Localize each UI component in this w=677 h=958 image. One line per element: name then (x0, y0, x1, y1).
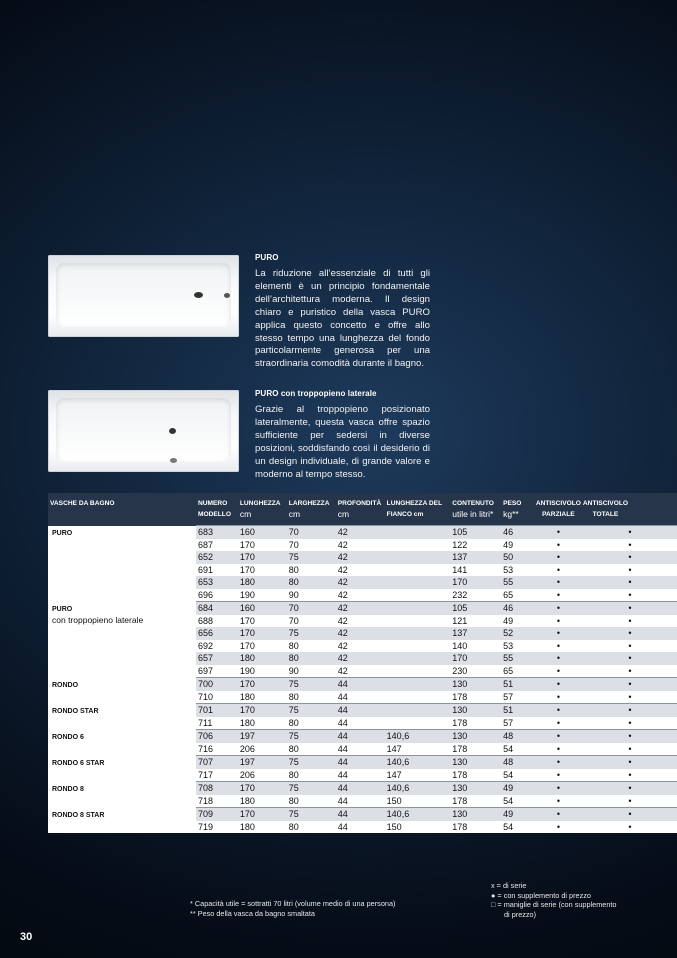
table-cell: 80 (287, 769, 336, 782)
header-numero: NUMERO MODELLO (196, 493, 238, 526)
table-header-row (48, 493, 677, 526)
table-cell: 180 (238, 576, 287, 589)
group-title: RONDO STAR (52, 707, 99, 715)
table-cell: 653 (196, 576, 238, 589)
table-cell: • (534, 539, 583, 552)
table-cell: 141 (450, 564, 501, 577)
header-larghezza: LARGHEZZA cm (287, 493, 336, 526)
table-cell: • (583, 821, 677, 834)
product-description-puro: La riduzione all’essenziale di tutti gli elementi è un principio fondamentale dell’architettura moderna. Il design chiaro e puristico della vasca PURO applica questo concetto e offre allo stesso tempo una lunghezza del fondo particolarmente generosa per una straordinaria comodità durante il bagno. (255, 268, 430, 370)
table-cell: 42 (336, 627, 385, 640)
table-cell: 75 (287, 551, 336, 564)
table-cell: 44 (336, 769, 385, 782)
table-cell: 65 (501, 589, 534, 602)
table-cell: 706 (196, 730, 238, 743)
table-cell: 160 (238, 526, 287, 539)
table-cell: • (534, 782, 583, 795)
table-cell: 696 (196, 589, 238, 602)
table-cell: 687 (196, 539, 238, 552)
table-cell (385, 602, 451, 615)
table-cell: 178 (450, 769, 501, 782)
legend-handles-cont: di prezzo) (504, 909, 537, 919)
table-cell: • (583, 782, 677, 795)
table-cell: • (583, 526, 677, 539)
header-antiscivolo-parziale: ANTISCIVOLO PARZIALE (534, 493, 583, 526)
table-cell: 44 (336, 756, 385, 769)
table-cell: • (534, 704, 583, 717)
table-cell: 711 (196, 717, 238, 730)
table-cell: 42 (336, 589, 385, 602)
table-cell: 54 (501, 743, 534, 756)
table-cell (385, 704, 451, 717)
table-cell: 150 (385, 821, 451, 834)
table-cell: • (583, 756, 677, 769)
table-cell: 683 (196, 526, 238, 539)
table-cell: • (583, 717, 677, 730)
table-cell: 178 (450, 795, 501, 808)
table-cell: 692 (196, 640, 238, 653)
table-cell: 42 (336, 526, 385, 539)
table-cell: 42 (336, 615, 385, 628)
table-cell: 708 (196, 782, 238, 795)
group-name (48, 602, 196, 678)
table-cell: 44 (336, 795, 385, 808)
table-cell: 121 (450, 615, 501, 628)
table-cell: 206 (238, 743, 287, 756)
table-row (48, 730, 677, 743)
table-cell: 717 (196, 769, 238, 782)
table-cell: • (534, 808, 583, 821)
table-cell: 170 (450, 576, 501, 589)
table-cell: 180 (238, 795, 287, 808)
table-cell: 697 (196, 665, 238, 678)
table-cell (385, 678, 451, 691)
table-cell: 75 (287, 627, 336, 640)
table-cell: • (583, 730, 677, 743)
group-title: RONDO 6 STAR (52, 759, 105, 767)
table-cell (385, 564, 451, 577)
table-cell: 180 (238, 691, 287, 704)
table-cell: 80 (287, 821, 336, 834)
product-title-puro: PURO (255, 253, 279, 262)
table-cell: 701 (196, 704, 238, 717)
table-cell: 75 (287, 782, 336, 795)
table-cell: 130 (450, 704, 501, 717)
group-title: RONDO 8 (52, 785, 84, 793)
table-cell: 130 (450, 730, 501, 743)
table-cell (385, 576, 451, 589)
table-cell: 49 (501, 615, 534, 628)
table-cell: 49 (501, 782, 534, 795)
table-cell: • (534, 602, 583, 615)
table-cell: 170 (238, 551, 287, 564)
table-cell: 52 (501, 627, 534, 640)
table-cell: • (534, 769, 583, 782)
table-cell: 44 (336, 717, 385, 730)
table-cell: 105 (450, 602, 501, 615)
table-cell: • (583, 576, 677, 589)
table-row (48, 526, 677, 539)
table-cell: 180 (238, 821, 287, 834)
table-cell: • (583, 704, 677, 717)
table-cell: 147 (385, 769, 451, 782)
table-cell: 90 (287, 589, 336, 602)
table-cell: 51 (501, 704, 534, 717)
table-cell: • (534, 717, 583, 730)
table-cell: 652 (196, 551, 238, 564)
table-cell: • (534, 627, 583, 640)
table-cell: 170 (450, 652, 501, 665)
table-cell: 48 (501, 756, 534, 769)
header-peso: PESO kg** (501, 493, 534, 526)
group-name (48, 808, 196, 834)
table-cell: 180 (238, 717, 287, 730)
table-cell: 197 (238, 730, 287, 743)
header-contenuto: CONTENUTO utile in litri* (450, 493, 501, 526)
table-cell: 140,6 (385, 756, 451, 769)
header-lunghezza-fianco: LUNGHEZZA DEL FIANCO cm (385, 493, 451, 526)
table-cell (385, 539, 451, 552)
table-cell (385, 526, 451, 539)
table-cell (385, 589, 451, 602)
group-title: PURO (52, 605, 73, 613)
table-row (48, 704, 677, 717)
table-cell: 42 (336, 539, 385, 552)
table-row (48, 602, 677, 615)
table-cell: 55 (501, 652, 534, 665)
table-cell: 170 (238, 678, 287, 691)
table-cell: 130 (450, 756, 501, 769)
group-name (48, 704, 196, 730)
table-cell: 178 (450, 691, 501, 704)
table-cell: 170 (238, 615, 287, 628)
table-cell: 53 (501, 564, 534, 577)
table-cell: • (534, 678, 583, 691)
table-cell: 160 (238, 602, 287, 615)
table-cell: 137 (450, 551, 501, 564)
table-cell: 170 (238, 640, 287, 653)
table-cell: 197 (238, 756, 287, 769)
table-cell: 700 (196, 678, 238, 691)
table-cell: • (583, 627, 677, 640)
table-cell: 170 (238, 564, 287, 577)
table-cell: 54 (501, 821, 534, 834)
table-cell: 46 (501, 602, 534, 615)
header-vasche: VASCHE DA BAGNO (48, 493, 196, 526)
table-cell: 90 (287, 665, 336, 678)
table-cell: 70 (287, 526, 336, 539)
table-cell (385, 640, 451, 653)
table-cell: 42 (336, 576, 385, 589)
table-cell: 718 (196, 795, 238, 808)
table-cell: 49 (501, 539, 534, 552)
table-cell: • (534, 589, 583, 602)
table-cell: • (583, 808, 677, 821)
table-cell: 688 (196, 615, 238, 628)
table-cell: • (583, 665, 677, 678)
page-number: 30 (20, 931, 33, 943)
table-cell: 65 (501, 665, 534, 678)
table-cell: • (534, 615, 583, 628)
table-cell: 170 (238, 808, 287, 821)
table-cell (385, 551, 451, 564)
table-cell: 170 (238, 627, 287, 640)
table-cell: 150 (385, 795, 451, 808)
table-cell: 55 (501, 576, 534, 589)
table-cell: • (534, 640, 583, 653)
table-cell (385, 627, 451, 640)
bathtub-spec-table (48, 493, 677, 833)
table-cell: 178 (450, 743, 501, 756)
table-cell: 80 (287, 640, 336, 653)
table-cell: 44 (336, 730, 385, 743)
table-cell: • (583, 602, 677, 615)
table-row (48, 782, 677, 795)
table-cell: 710 (196, 691, 238, 704)
table-cell: 44 (336, 743, 385, 756)
table-row (48, 678, 677, 691)
table-cell: • (583, 795, 677, 808)
table-cell: 53 (501, 640, 534, 653)
product-title-puro-lateral: PURO con troppopieno laterale (255, 389, 377, 398)
table-cell: • (583, 769, 677, 782)
table-cell: 656 (196, 627, 238, 640)
table-cell: 57 (501, 691, 534, 704)
table-cell: 684 (196, 602, 238, 615)
group-name (48, 678, 196, 704)
table-cell: 50 (501, 551, 534, 564)
header-lunghezza: LUNGHEZZA cm (238, 493, 287, 526)
table-cell: • (534, 652, 583, 665)
table-cell: • (534, 564, 583, 577)
table-cell: 51 (501, 678, 534, 691)
table-cell: • (534, 821, 583, 834)
table-cell: 44 (336, 782, 385, 795)
table-cell: • (583, 551, 677, 564)
table-cell: 140,6 (385, 730, 451, 743)
table-cell: • (534, 526, 583, 539)
table-cell: 190 (238, 665, 287, 678)
table-cell: 137 (450, 627, 501, 640)
table-cell: 80 (287, 717, 336, 730)
table-cell: 180 (238, 652, 287, 665)
table-cell: 140,6 (385, 782, 451, 795)
table-cell: • (534, 730, 583, 743)
table-cell: 42 (336, 564, 385, 577)
table-cell (385, 665, 451, 678)
table-cell: 147 (385, 743, 451, 756)
table-cell: 42 (336, 551, 385, 564)
table-cell: 70 (287, 602, 336, 615)
table-cell: 80 (287, 743, 336, 756)
table-cell: 130 (450, 808, 501, 821)
table-cell: 44 (336, 808, 385, 821)
table-cell: 48 (501, 730, 534, 743)
table-cell: 178 (450, 717, 501, 730)
group-name (48, 526, 196, 602)
table-cell: • (534, 743, 583, 756)
table-cell: 54 (501, 769, 534, 782)
table-cell: 140,6 (385, 808, 451, 821)
table-cell: 232 (450, 589, 501, 602)
table-cell: 80 (287, 564, 336, 577)
table-cell: • (583, 652, 677, 665)
table-cell: 170 (238, 539, 287, 552)
table-cell: • (583, 743, 677, 756)
table-cell: 80 (287, 576, 336, 589)
table-cell: 42 (336, 602, 385, 615)
table-row (48, 808, 677, 821)
group-title: RONDO (52, 681, 79, 689)
table-cell: • (583, 691, 677, 704)
table-cell: 42 (336, 652, 385, 665)
table-cell: • (534, 551, 583, 564)
header-profondita: PROFONDITÀ cm (336, 493, 385, 526)
table-cell: 657 (196, 652, 238, 665)
legend-handles: □ = maniglie di serie (con supplemento (491, 900, 617, 909)
legend-standard: x = di serie (491, 881, 527, 890)
table-cell: 130 (450, 678, 501, 691)
table-cell: 42 (336, 665, 385, 678)
table-cell: 206 (238, 769, 287, 782)
table-cell: 707 (196, 756, 238, 769)
table-cell: 75 (287, 808, 336, 821)
table-cell: 80 (287, 691, 336, 704)
puro-lateral-bathtub-image (48, 390, 239, 472)
table-cell: • (583, 640, 677, 653)
table-cell: 70 (287, 539, 336, 552)
table-cell: 140 (450, 640, 501, 653)
table-cell: 57 (501, 717, 534, 730)
table-cell: 75 (287, 704, 336, 717)
table-cell: • (583, 539, 677, 552)
table-cell (385, 615, 451, 628)
table-cell: 709 (196, 808, 238, 821)
table-cell: • (583, 615, 677, 628)
table-cell: 190 (238, 589, 287, 602)
group-title: RONDO 8 STAR (52, 811, 105, 819)
table-cell: 44 (336, 691, 385, 704)
table-cell: 170 (238, 782, 287, 795)
table-cell: 42 (336, 640, 385, 653)
table-cell: 75 (287, 756, 336, 769)
table-cell: 44 (336, 678, 385, 691)
group-name (48, 782, 196, 808)
table-cell: 716 (196, 743, 238, 756)
group-title: RONDO 6 (52, 733, 84, 741)
puro-bathtub-image (48, 255, 239, 337)
table-cell: 75 (287, 730, 336, 743)
group-subtitle: con troppopieno laterale (52, 614, 144, 625)
group-name (48, 756, 196, 782)
table-cell (385, 691, 451, 704)
table-cell: • (534, 665, 583, 678)
table-cell: • (534, 691, 583, 704)
legend-surcharge: ● = con supplemento di prezzo (491, 890, 591, 900)
table-cell: 691 (196, 564, 238, 577)
table-cell (385, 717, 451, 730)
group-title: PURO (52, 529, 73, 537)
table-cell: 75 (287, 678, 336, 691)
table-cell: • (583, 564, 677, 577)
product-description-puro-lateral: Grazie al troppopieno posizionato lateralmente, questa vasca offre spazio sufficiente per sedersi in diverse posizioni, soddisfando così il desiderio di un design individuale, di grande valore e moderno al tempo stesso. (255, 404, 430, 480)
table-cell: • (534, 795, 583, 808)
table-cell: 54 (501, 795, 534, 808)
table-cell: 44 (336, 704, 385, 717)
table-cell: 70 (287, 615, 336, 628)
table-cell: 130 (450, 782, 501, 795)
table-cell: • (534, 576, 583, 589)
table-cell: 80 (287, 795, 336, 808)
table-cell: 170 (238, 704, 287, 717)
footnote-capacity: * Capacità utile = sottratti 70 litri (volume medio di una persona) (190, 899, 396, 908)
table-cell: • (583, 589, 677, 602)
table-cell: 49 (501, 808, 534, 821)
header-antiscivolo-totale: ANTISCIVOLO TOTALE (583, 493, 677, 526)
table-cell: • (534, 756, 583, 769)
table-cell: 105 (450, 526, 501, 539)
footnote-weight: ** Peso della vasca da bagno smaltata (190, 908, 315, 918)
group-name (48, 730, 196, 756)
table-cell: 122 (450, 539, 501, 552)
table-cell: 230 (450, 665, 501, 678)
table-cell: • (583, 678, 677, 691)
table-cell: 46 (501, 526, 534, 539)
table-cell: 178 (450, 821, 501, 834)
table-cell (385, 652, 451, 665)
table-cell: 80 (287, 652, 336, 665)
table-row (48, 756, 677, 769)
table-cell: 44 (336, 821, 385, 834)
table-cell: 719 (196, 821, 238, 834)
